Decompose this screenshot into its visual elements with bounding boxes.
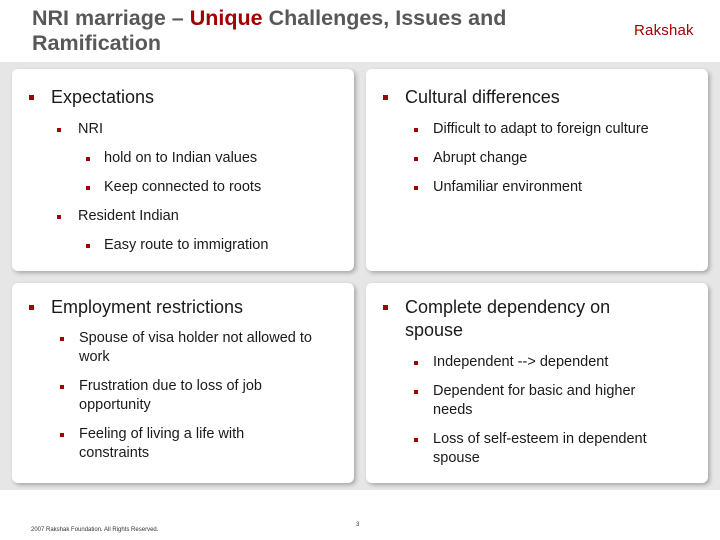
dependency-heading: Complete dependency on spouse [405,297,611,340]
bullet-icon [60,433,64,437]
bullet-icon [86,244,90,248]
dependency-panel [366,283,708,483]
bullet-icon [414,361,418,365]
bullet-icon [383,95,388,100]
bullet-icon [414,157,418,161]
title-part1: NRI marriage – [32,6,190,30]
bullet-icon [86,157,90,161]
bullet-icon [57,128,61,132]
nri-item-2: Keep connected to roots [104,179,262,195]
cultural-item-3: Unfamiliar environment [433,179,583,195]
resident-label: Resident Indian [78,208,179,224]
bullet-icon [57,215,61,219]
cultural-heading: Cultural differences [405,87,560,107]
expectations-panel [12,69,354,271]
cultural-item-1: Difficult to adapt to foreign culture [433,121,649,137]
employment-heading: Employment restrictions [51,297,244,317]
bullet-icon [86,186,90,190]
employment-item-3: Feeling of living a life with constraints [79,426,245,461]
bullet-icon [60,385,64,389]
brand-logo-text: Rakshak [634,22,694,39]
nri-item-1: hold on to Indian values [104,150,258,166]
employment-item-2: Frustration due to loss of job opportunity [79,378,262,413]
cultural-item-2: Abrupt change [433,150,528,166]
bullet-icon [29,95,34,100]
dependency-item-2: Dependent for basic and higher needs [433,383,636,418]
dependency-item-1: Independent --> dependent [433,354,609,370]
employment-panel [12,283,354,483]
nri-label: NRI [78,121,103,137]
bullet-icon [414,390,418,394]
page-number: 3 [356,522,360,528]
bullet-icon [383,305,388,310]
bullet-icon [414,438,418,442]
bullet-icon [414,128,418,132]
copyright-footer: 2007 Rakshak Foundation. All Rights Reserved. [31,527,159,533]
title-part2: Challenges, Issues and Ramification [32,6,507,55]
cultural-panel [366,69,708,271]
expectations-heading: Expectations [51,87,155,107]
bullet-icon [29,305,34,310]
dependency-item-3: Loss of self-esteem in dependent spouse [433,431,647,466]
title-accent: Unique [189,6,263,30]
bullet-icon [414,186,418,190]
resident-item-1: Easy route to immigration [104,237,269,253]
bullet-icon [60,337,64,341]
employment-item-1: Spouse of visa holder not allowed to work [79,330,312,365]
slide-title [32,6,592,56]
